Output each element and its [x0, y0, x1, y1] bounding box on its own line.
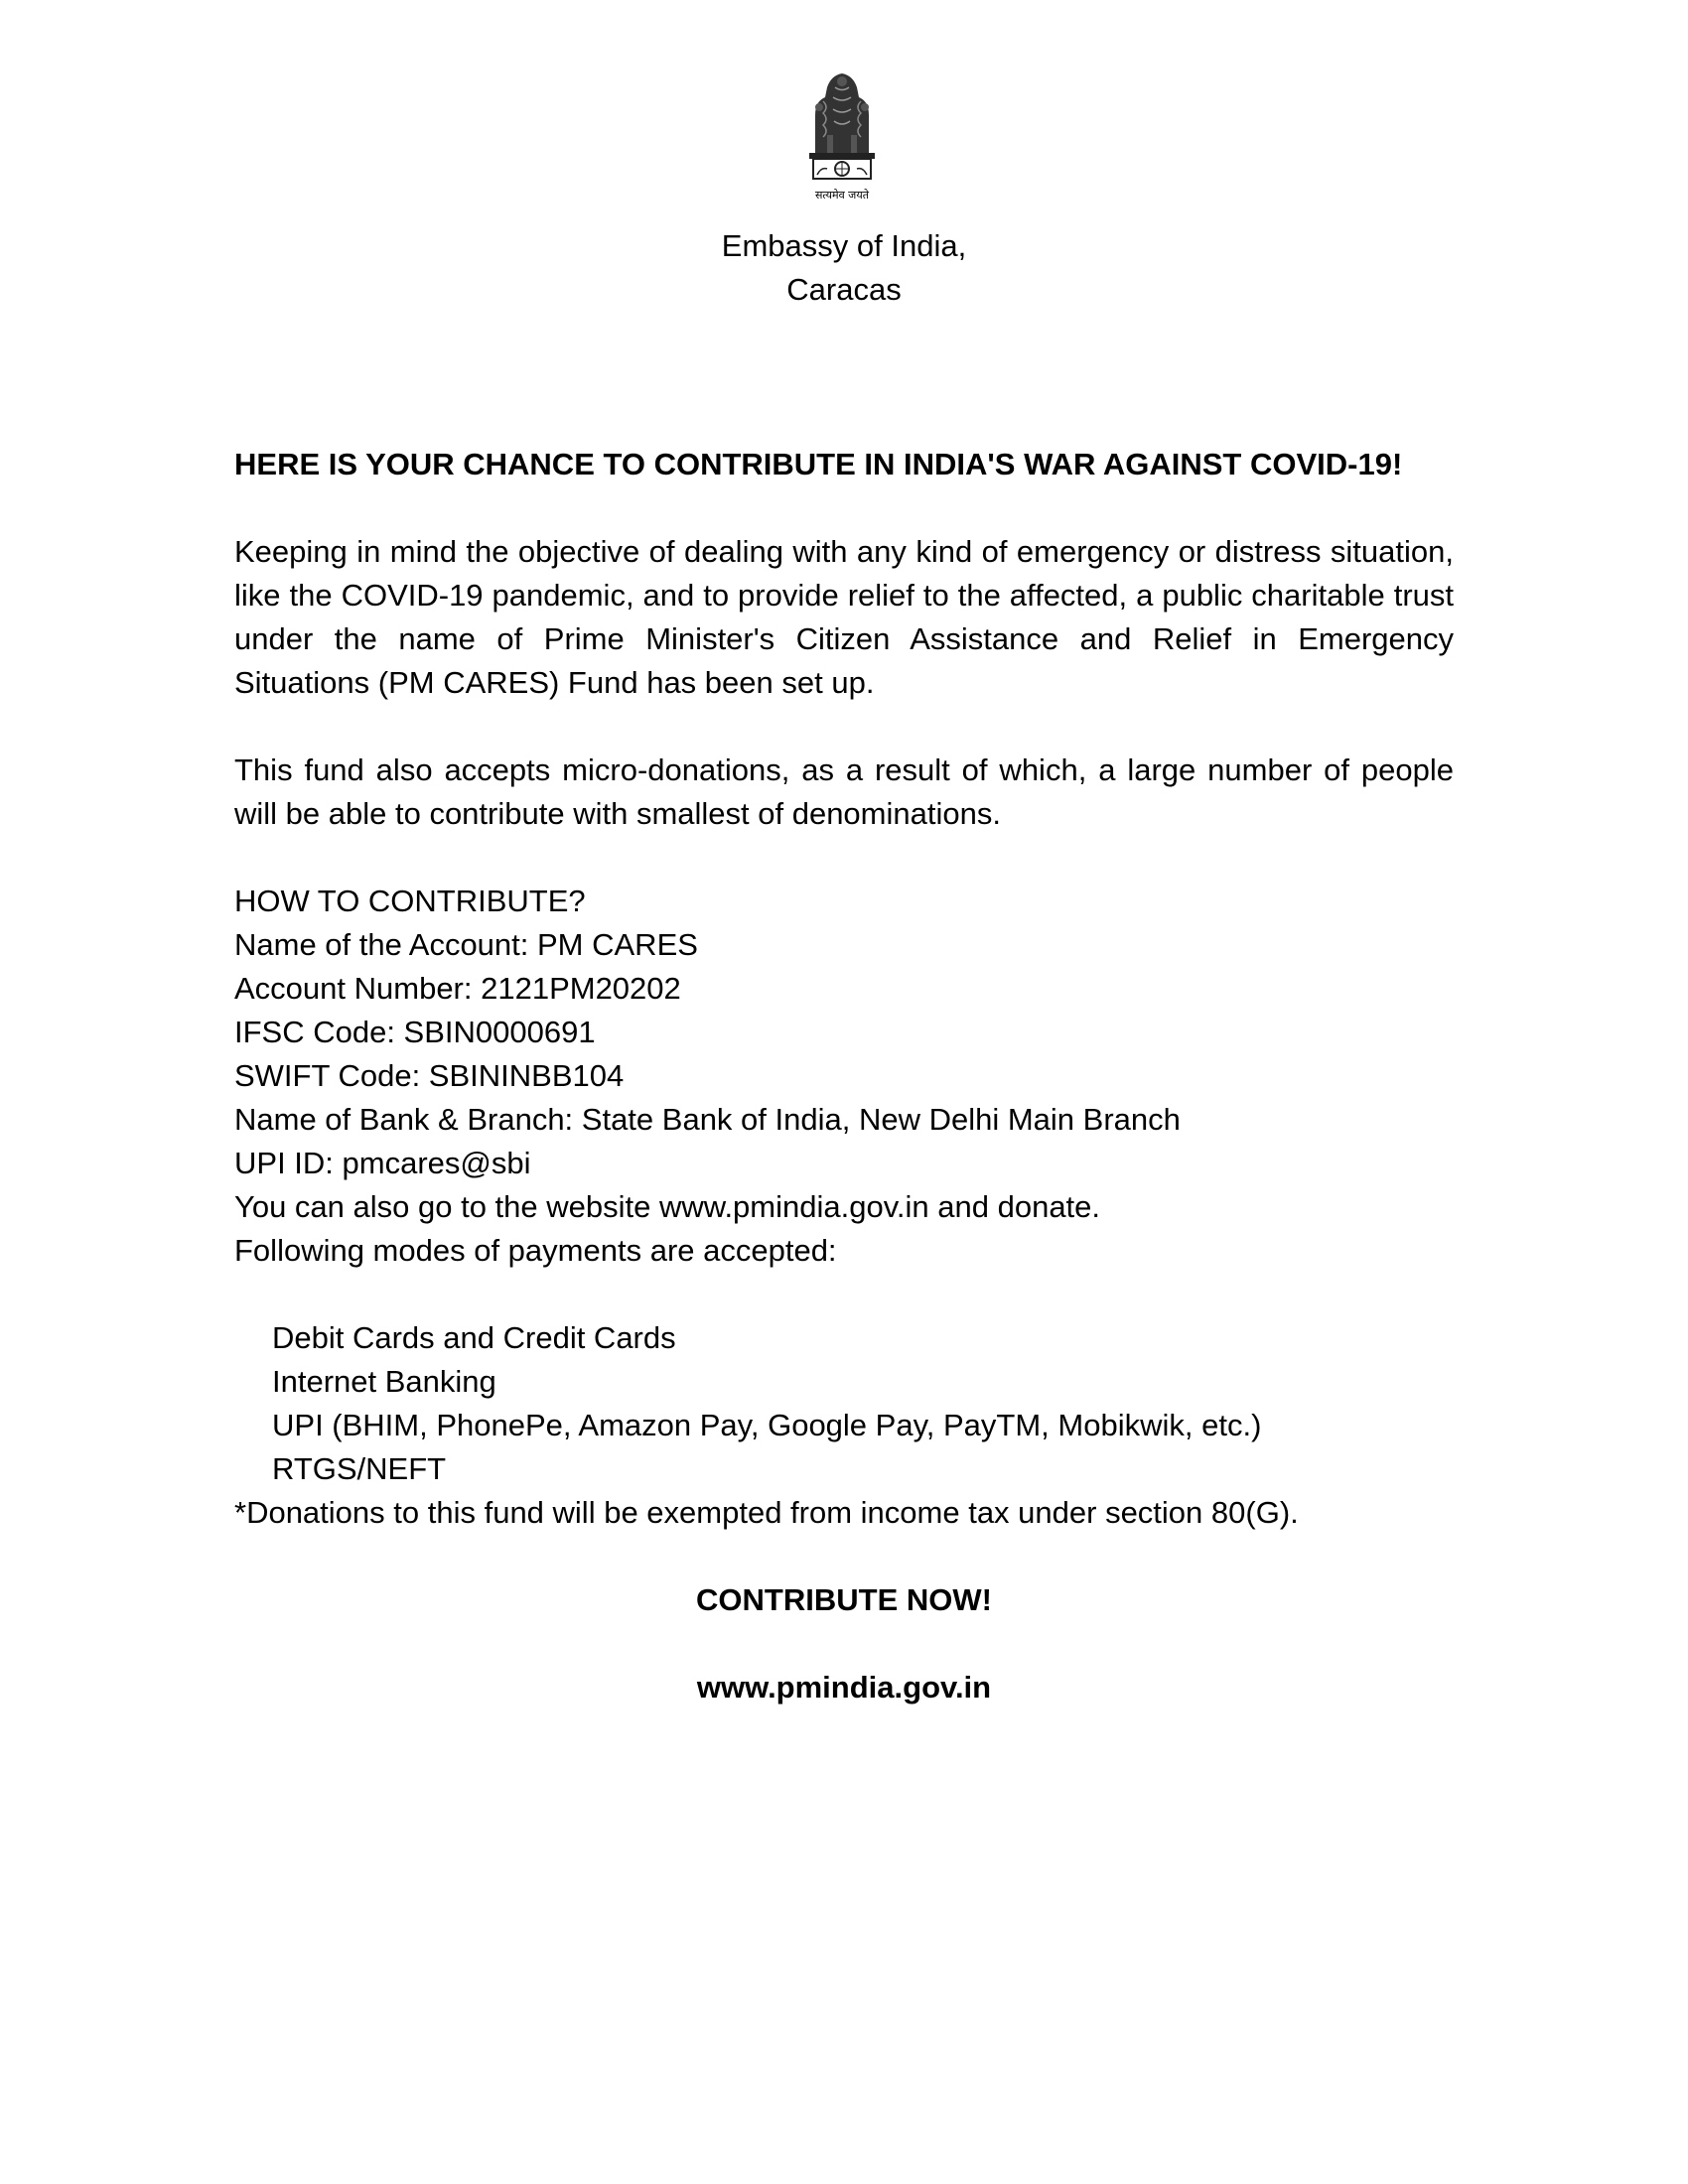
headline: HERE IS YOUR CHANCE TO CONTRIBUTE IN INDIA'S WAR AGAINST COVID-19!: [234, 447, 1403, 481]
website-note: You can also go to the website www.pmindia.gov.in and donate.: [234, 1189, 1101, 1224]
swift-code: SWIFT Code: SBININBB104: [234, 1058, 625, 1093]
payment-mode-item: RTGS/NEFT: [272, 1451, 447, 1486]
national-emblem-icon: [797, 58, 887, 187]
account-number: Account Number: 2121PM20202: [234, 971, 681, 1006]
how-to-title: HOW TO CONTRIBUTE?: [234, 884, 586, 918]
bank-branch: Name of Bank & Branch: State Bank of India, New Delhi Main Branch: [234, 1102, 1181, 1137]
org-name: Embassy of India,: [721, 228, 967, 263]
payment-modes-intro: Following modes of payments are accepted:: [234, 1233, 837, 1268]
micro-donation-paragraph: This fund also accepts micro-donations, as a result of which, a large number of people will be able to contribute with smallest of denominations.: [234, 752, 1454, 831]
emblem: [784, 58, 900, 216]
payment-mode-item: Debit Cards and Credit Cards: [272, 1320, 676, 1355]
payment-modes-list: [272, 1316, 1454, 1491]
how-to-contribute-section: [234, 880, 1454, 1185]
intro-paragraph: Keeping in mind the objective of dealing with any kind of emergency or distress situation, like the COVID-19 pandemic, and to provide relief to the affected, a public charitable trust under the name of Prime Minister's Citizen Assistance and Relief in Emergency Situations (PM CARES) Fund has been set up.: [234, 534, 1454, 700]
ifsc-code: IFSC Code: SBIN0000691: [234, 1015, 596, 1049]
emblem-motto: सत्यमेव जयते: [814, 189, 869, 202]
website-link[interactable]: www.pmindia.gov.in: [696, 1670, 992, 1705]
tax-exemption-note: *Donations to this fund will be exempted from income tax under section 80(G).: [234, 1495, 1299, 1530]
letter-body: [234, 443, 1454, 1709]
upi-id: UPI ID: pmcares@sbi: [234, 1146, 531, 1180]
org-location: Caracas: [786, 272, 902, 307]
letterhead: [546, 224, 1142, 312]
contribute-now-heading: CONTRIBUTE NOW!: [696, 1582, 992, 1617]
payment-mode-item: Internet Banking: [272, 1364, 496, 1399]
account-name: Name of the Account: PM CARES: [234, 927, 698, 962]
payment-mode-item: UPI (BHIM, PhonePe, Amazon Pay, Google Pay, PayTM, Mobikwik, etc.): [272, 1408, 1262, 1442]
